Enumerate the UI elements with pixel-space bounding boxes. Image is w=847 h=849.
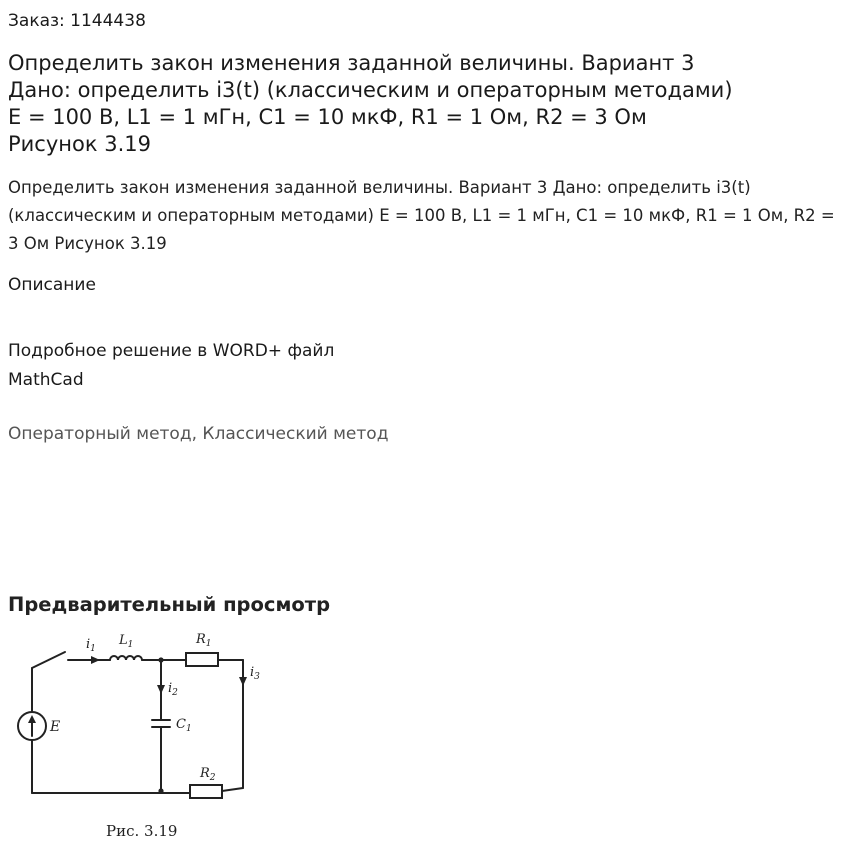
- title-line: Определить закон изменения заданной величины. Вариант 3: [8, 51, 695, 75]
- wire: [222, 788, 243, 791]
- source-arrowhead: [28, 715, 36, 723]
- junction-node: [158, 657, 163, 662]
- resistor-r2: [190, 785, 222, 798]
- description-line: MathCad: [8, 370, 84, 390]
- label-r1: $R_1$: [196, 632, 212, 649]
- arrowhead-i1: [91, 656, 100, 664]
- title-line: E = 100 В, L1 = 1 мГн, C1 = 10 мкФ, R1 = 1 Ом, R2 = 3 Ом: [8, 105, 647, 129]
- circuit-diagram: [10, 628, 280, 846]
- page-title: [8, 50, 843, 158]
- description-line: Подробное решение в WORD+ файл: [8, 341, 335, 361]
- description-body: [8, 337, 334, 395]
- switch-blade: [32, 652, 65, 668]
- junction-node: [158, 788, 163, 793]
- title-line: Дано: определить i3(t) (классическим и операторным методами): [8, 78, 733, 102]
- arrowhead-i3: [239, 677, 247, 686]
- preview-heading: Предварительный просмотр: [8, 593, 331, 616]
- title-line: Рисунок 3.19: [8, 132, 151, 156]
- resistor-r1: [186, 653, 218, 666]
- label-i3: $i_3$: [250, 665, 260, 682]
- label-c1: $C_1$: [176, 717, 192, 734]
- label-e: E: [50, 719, 61, 735]
- inductor-l1: [110, 656, 142, 660]
- label-i2: $i_2$: [168, 681, 178, 698]
- figure-caption: Рис. 3.19: [106, 822, 178, 840]
- description-heading: Описание: [8, 275, 96, 295]
- tags: Операторный метод, Классический метод: [8, 424, 389, 444]
- arrowhead-i2: [157, 685, 165, 694]
- order-number: Заказ: 1144438: [8, 11, 146, 31]
- task-summary: Определить закон изменения заданной величины. Вариант 3 Дано: определить i3(t) (классическим и операторным методами) E = 100 В, L1 = 1 мГн, C1 = 10 мкФ, R1 = 1 Ом, R2 = 3 Ом Рисунок 3.19: [8, 178, 835, 253]
- label-l1: $L_1$: [119, 633, 134, 650]
- label-r2: $R_2$: [200, 766, 216, 783]
- label-i1: $i_1$: [86, 637, 96, 654]
